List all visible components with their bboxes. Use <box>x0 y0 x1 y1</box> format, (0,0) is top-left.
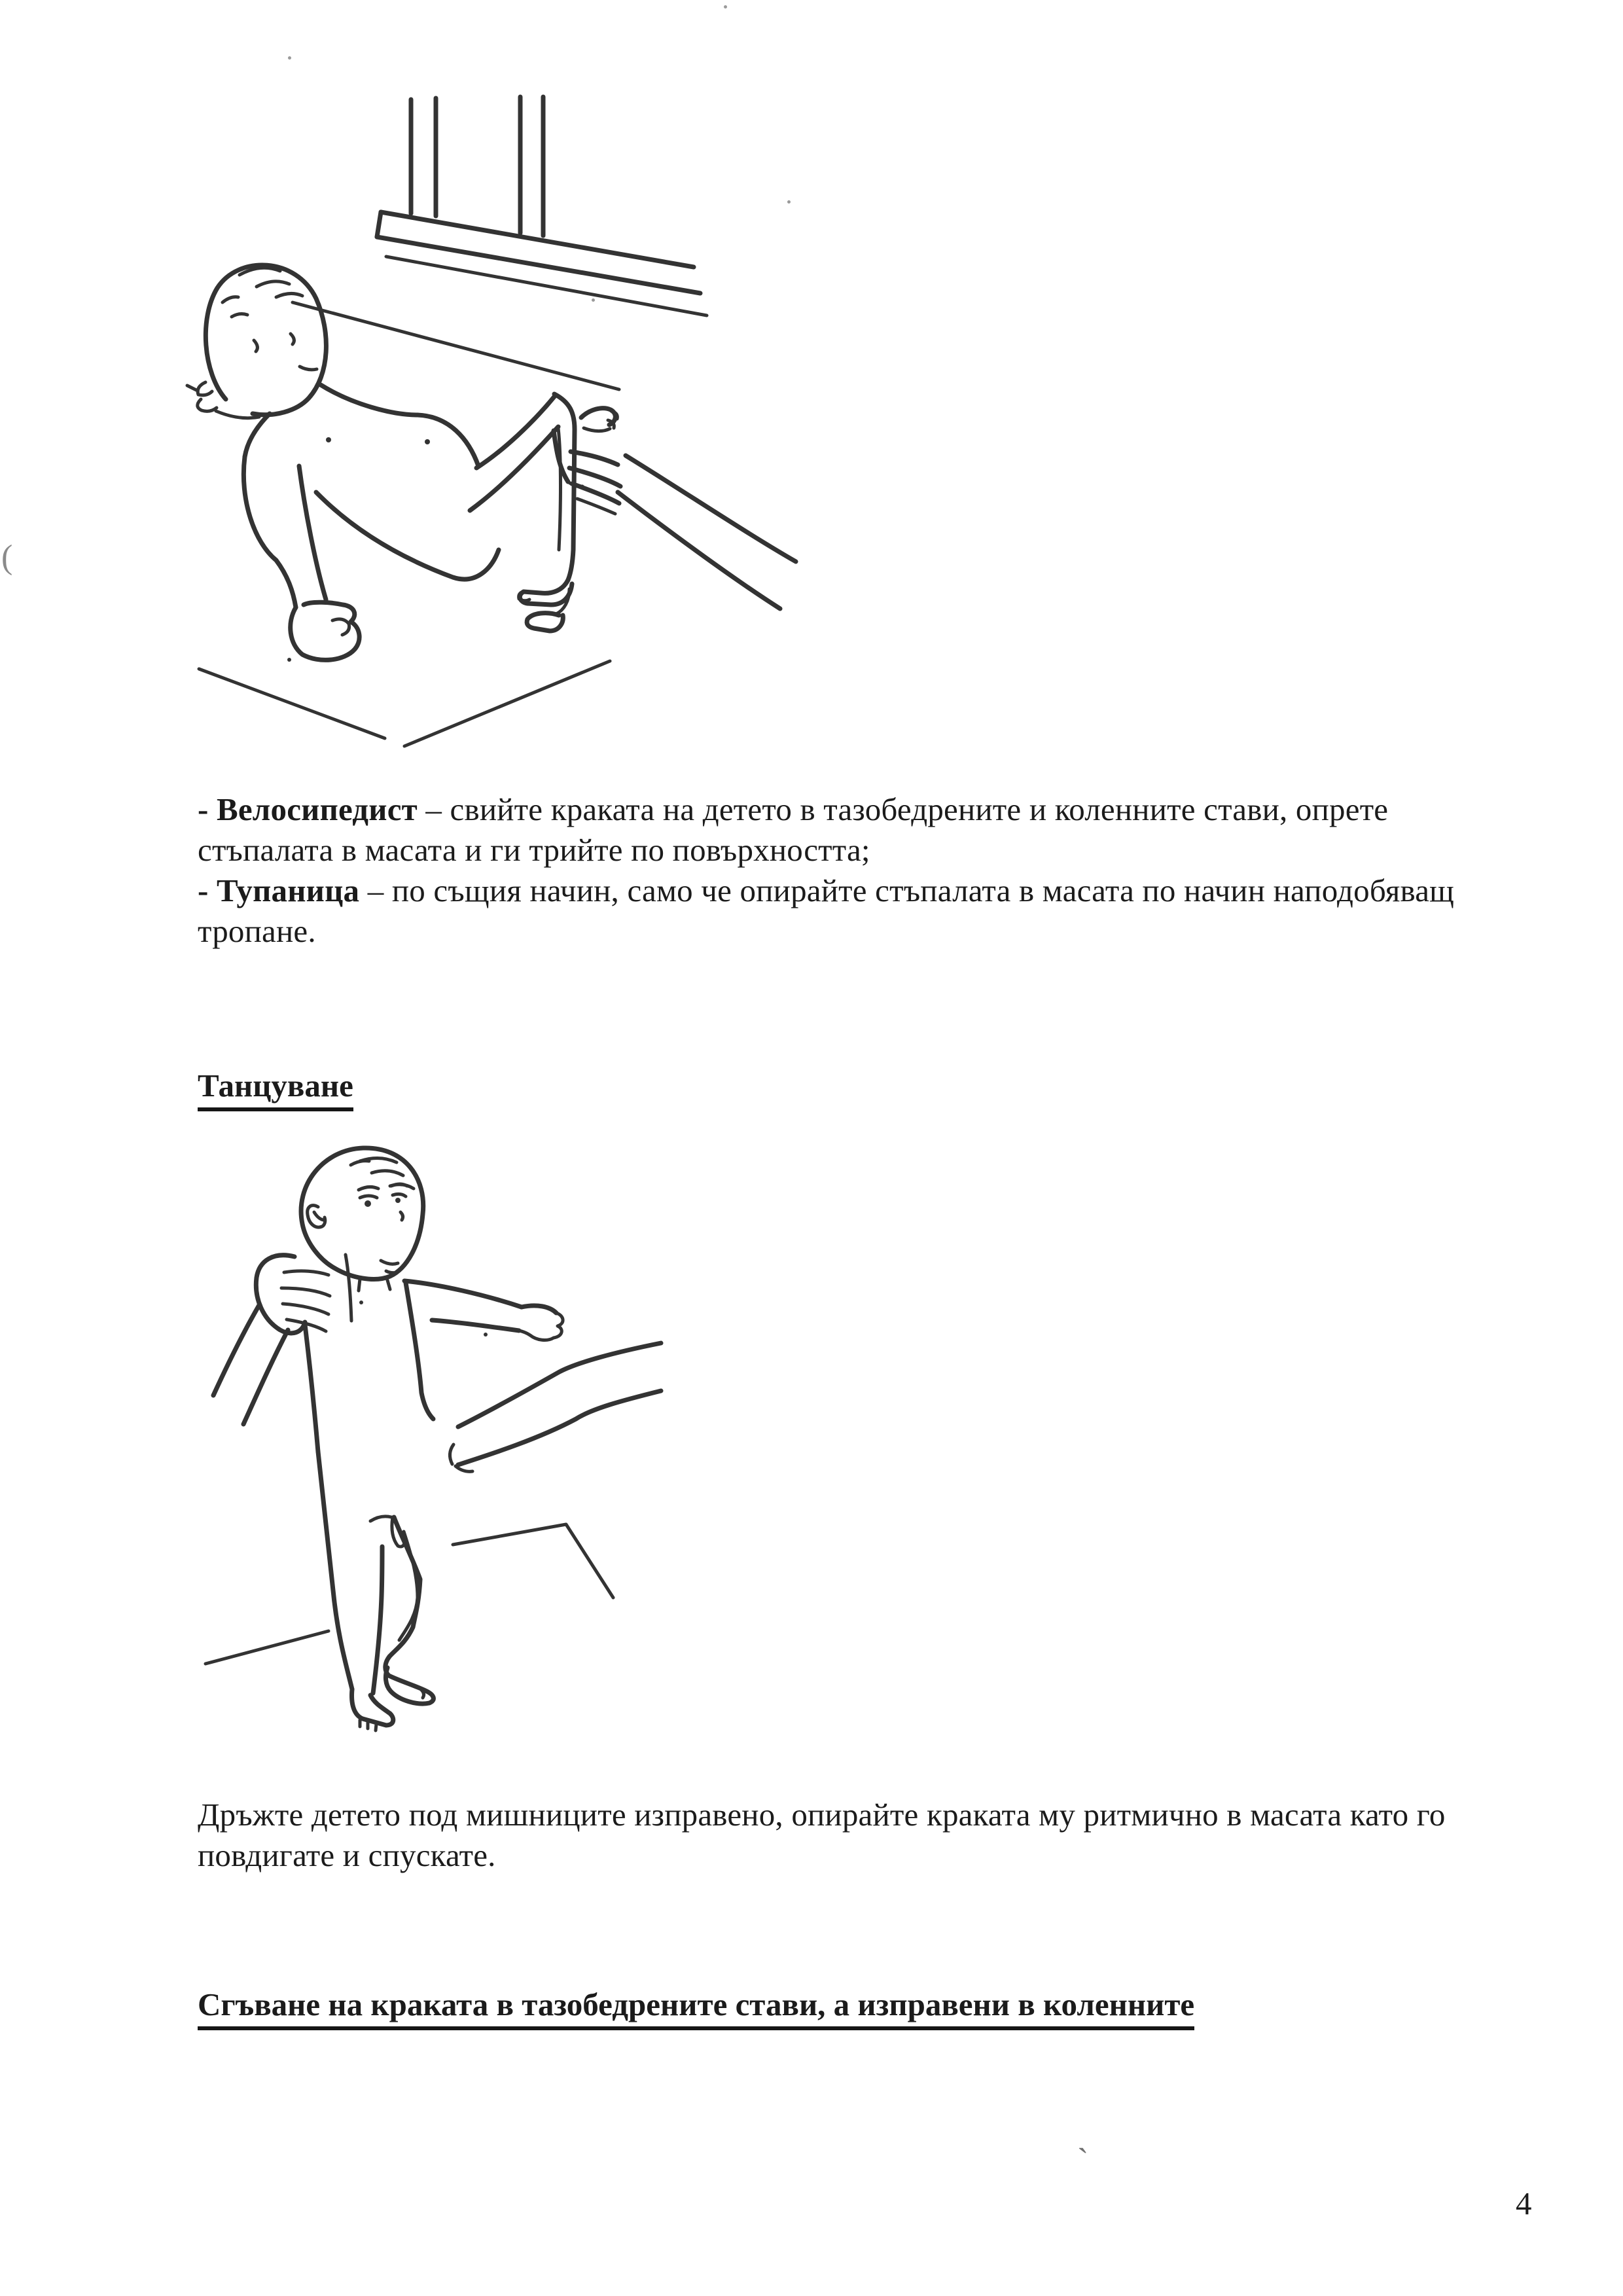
paragraph-hold-upright <box>198 1795 1446 1876</box>
heading-dancing-label: Танцуване <box>198 1067 353 1111</box>
text-line: тропане. <box>198 913 316 949</box>
scan-speck <box>288 56 291 60</box>
text-line: - Велосипедист – свийте краката на детето в тазобедрените и коленните стави, опрете <box>198 791 1389 827</box>
text-line: - Тупаница – по същия начин, само че опирайте стъпалата в масата по начин наподобяващ <box>198 872 1455 908</box>
page-number: 4 <box>1516 2185 1532 2221</box>
baby-lying-exercise-illustration <box>177 92 798 753</box>
heading-leg-bending-label: Сгъване на краката в тазобедрените стави, а изправени в коленните <box>198 1986 1194 2030</box>
scan-speck <box>592 298 595 302</box>
scan-speck <box>724 5 727 9</box>
text-line: стъпалата в масата и ги трийте по повърхността; <box>198 832 870 868</box>
paragraph-bicycle-drumming <box>198 789 1454 952</box>
text-line: повдигате и спускате. <box>198 1837 496 1873</box>
scan-speck <box>787 200 791 204</box>
scan-artifact-stray-mark: ` <box>1077 2142 1089 2179</box>
scan-artifact-margin-mark: ( <box>1 539 13 576</box>
text-line: Дръжте детето под мишниците изправено, опирайте краката му ритмично в масата като го <box>198 1797 1446 1833</box>
heading-dancing <box>198 1067 353 1111</box>
heading-leg-bending <box>198 1986 1194 2030</box>
baby-held-standing-illustration <box>196 1139 668 1754</box>
figure-baby-held-standing <box>196 1139 668 1754</box>
figure-baby-lying-exercise <box>177 92 798 753</box>
